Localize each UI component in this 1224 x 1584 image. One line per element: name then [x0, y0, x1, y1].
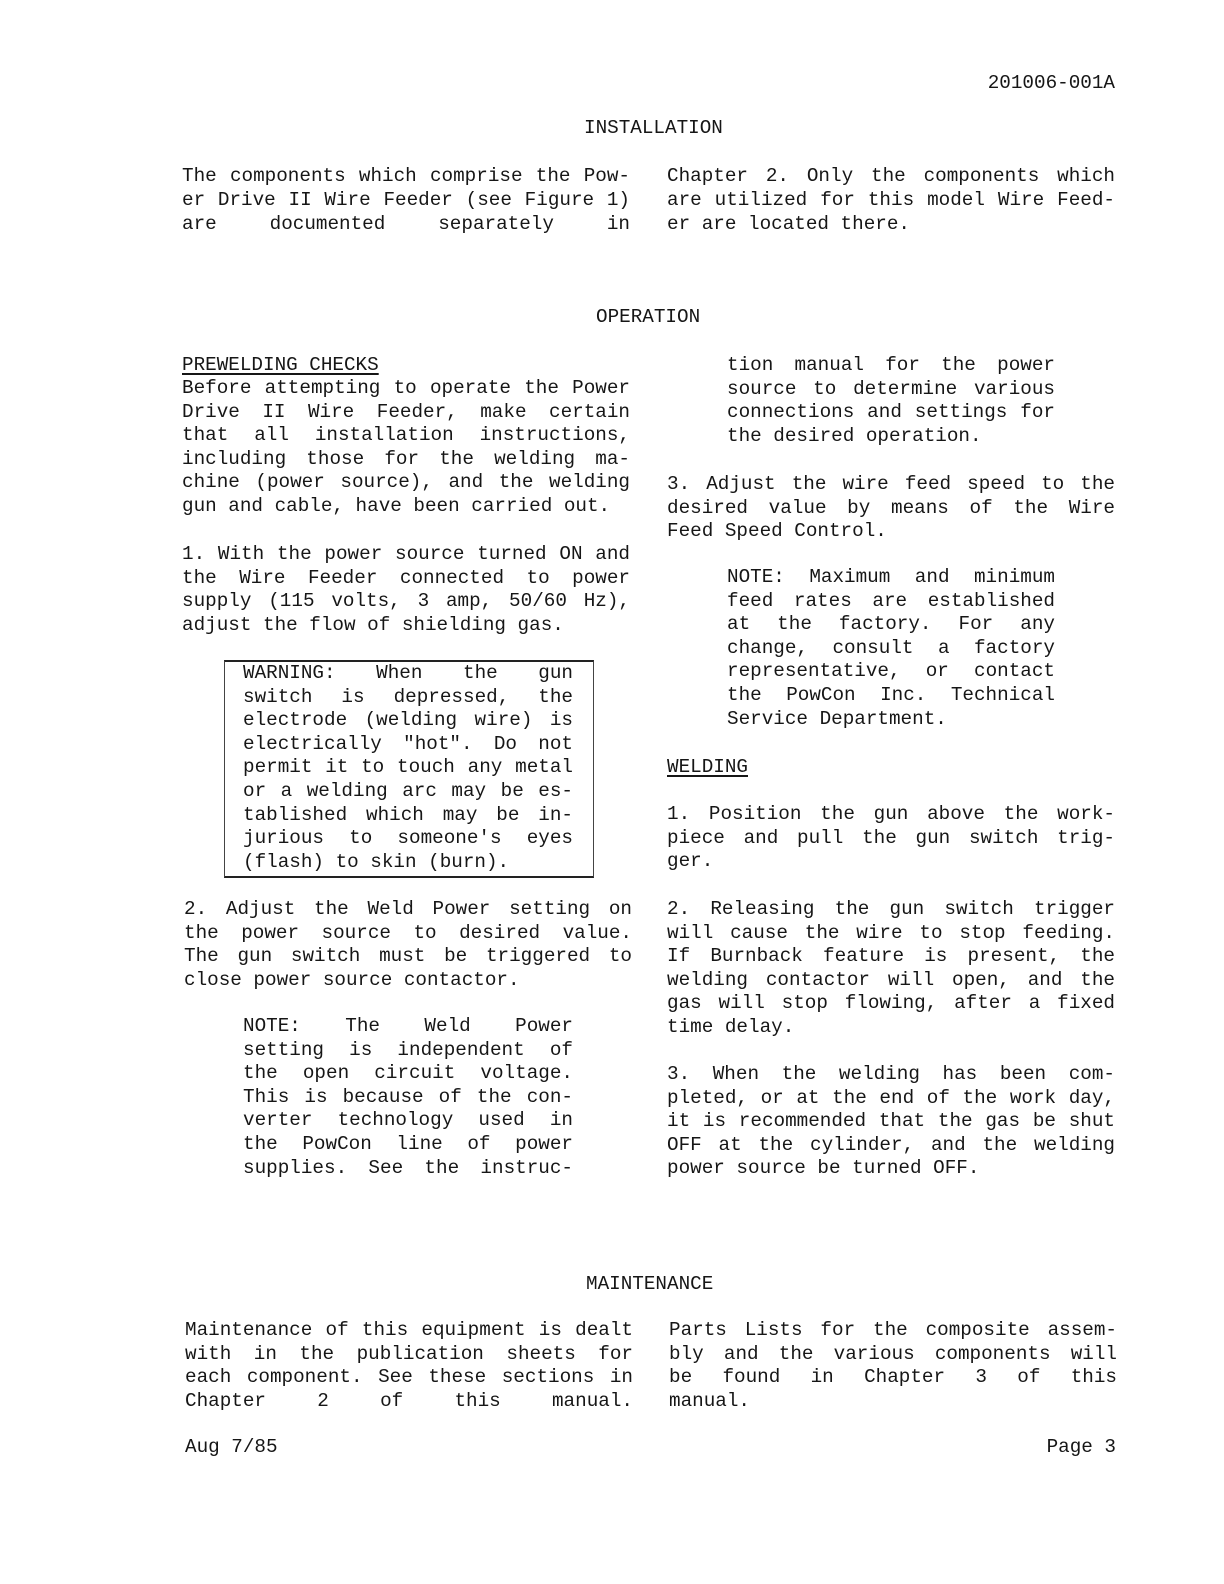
text-line: including those for the welding ma- [182, 447, 630, 470]
text-line: The gun switch must be triggered to [184, 945, 632, 968]
text-line: that all installation instructions, [182, 424, 630, 447]
text-line: representative, or contact [727, 660, 1055, 683]
text-line: the PowCon line of power [243, 1132, 573, 1155]
text-line: Service Department. [727, 707, 947, 730]
text-line: be found in Chapter 3 of this [669, 1366, 1117, 1389]
text-line: supplies. See the instruc- [243, 1156, 573, 1179]
section-heading-operation: OPERATION [596, 306, 701, 328]
text-line: er Drive II Wire Feeder (see Figure 1) [182, 189, 630, 211]
text-line: are documented separately in [182, 213, 630, 235]
text-line: desired value by means of the Wire [667, 496, 1115, 519]
text-line: gas will stop flowing, after a fixed [667, 992, 1115, 1015]
text-line: close power source contactor. [184, 968, 520, 991]
prewelding-step-1 [182, 543, 630, 637]
subheading-welding: WELDING [667, 756, 748, 778]
prewelding-step-2 [184, 898, 632, 992]
text-line: the desired operation. [727, 424, 982, 447]
text-line: jurious to someone's eyes [243, 827, 573, 850]
text-line: will cause the wire to stop feeding. [667, 921, 1115, 944]
text-line: OFF at the cylinder, and the welding [667, 1133, 1115, 1156]
welding-step-3 [667, 1063, 1115, 1181]
maintenance-text-right [669, 1319, 1117, 1413]
prewelding-step-3 [667, 473, 1115, 544]
text-line: setting is independent of [243, 1038, 573, 1061]
text-line: time delay. [667, 1015, 795, 1038]
text-line: NOTE: Maximum and minimum [727, 566, 1055, 588]
note-weld-power [243, 1015, 573, 1180]
text-line: The components which comprise the Pow- [182, 165, 630, 187]
text-line: WARNING: When the gun [243, 662, 573, 684]
text-line: Parts Lists for the composite assem- [669, 1319, 1117, 1341]
text-line: ger. [667, 850, 714, 873]
text-line: pleted, or at the end of the work day, [667, 1086, 1115, 1109]
text-line: at the factory. For any [727, 613, 1055, 636]
text-line: er are located there. [667, 213, 910, 235]
text-line: with in the publication sheets for [185, 1342, 633, 1365]
text-line: adjust the flow of shielding gas. [182, 613, 564, 636]
text-line: each component. See these sections in [185, 1366, 633, 1389]
text-line: Chapter 2 of this manual. [185, 1389, 633, 1412]
text-line: supply (115 volts, 3 amp, 50/60 Hz), [182, 590, 630, 613]
footer-page-number: Page 3 [1046, 1436, 1116, 1458]
text-line: feed rates are established [727, 589, 1055, 612]
text-line: Maintenance of this equipment is dealt [185, 1319, 633, 1341]
maintenance-text-left [185, 1319, 633, 1413]
warning-text [243, 662, 573, 874]
text-line: source to determine various [727, 377, 1055, 400]
note-weld-power-continued [727, 354, 1055, 448]
text-line: the Wire Feeder connected to power [182, 566, 630, 589]
text-line: 2. Adjust the Weld Power setting on [184, 898, 632, 920]
text-line: Drive II Wire Feeder, make certain [182, 400, 630, 423]
text-line: tion manual for the power [727, 354, 1055, 376]
text-line: (flash) to skin (burn). [243, 850, 510, 873]
text-line: chine (power source), and the welding [182, 471, 630, 494]
text-line: switch is depressed, the [243, 685, 573, 708]
text-line: 1. Position the gun above the work- [667, 803, 1115, 825]
welding-step-2 [667, 898, 1115, 1040]
section-heading-installation: INSTALLATION [584, 117, 723, 139]
note-feed-rates [727, 566, 1055, 731]
text-line: 2. Releasing the gun switch trigger [667, 898, 1115, 920]
text-line: power source be turned OFF. [667, 1157, 980, 1180]
text-line: the PowCon Inc. Technical [727, 683, 1055, 706]
text-line: are utilized for this model Wire Feed- [667, 189, 1115, 211]
text-line: welding contactor will open, and the [667, 968, 1115, 991]
text-line: 3. When the welding has been com- [667, 1063, 1115, 1085]
text-line: verter technology used in [243, 1109, 573, 1132]
text-line: This is because of the con- [243, 1085, 573, 1108]
installation-text-right [667, 164, 1115, 236]
text-line: piece and pull the gun switch trig- [667, 826, 1115, 849]
text-line: change, consult a factory [727, 636, 1055, 659]
text-line: Before attempting to operate the Power [182, 377, 630, 399]
text-line: If Burnback feature is present, the [667, 945, 1115, 968]
text-line: 1. With the power source turned ON and [182, 543, 630, 565]
text-line: connections and settings for [727, 401, 1055, 424]
footer-date: Aug 7/85 [185, 1436, 278, 1458]
text-line: or a welding arc may be es- [243, 779, 573, 802]
text-line: the power source to desired value. [184, 921, 632, 944]
text-line: electrode (welding wire) is [243, 709, 573, 732]
subheading-prewelding-checks: PREWELDING CHECKS [182, 354, 379, 376]
document-number: 201006-001A [987, 72, 1115, 94]
prewelding-intro [182, 377, 630, 519]
section-heading-maintenance: MAINTENANCE [586, 1273, 714, 1295]
text-line: Feed Speed Control. [667, 520, 887, 543]
text-line: 3. Adjust the wire feed speed to the [667, 473, 1115, 495]
text-line: gun and cable, have been carried out. [182, 494, 611, 517]
text-line: bly and the various components will [669, 1342, 1117, 1365]
text-line: permit it to touch any metal [243, 756, 573, 779]
welding-step-1 [667, 803, 1115, 874]
text-line: it is recommended that the gas be shut [667, 1110, 1115, 1133]
text-line: Chapter 2. Only the components which [667, 165, 1115, 187]
text-line: tablished which may be in- [243, 803, 573, 826]
installation-text-left [182, 164, 630, 236]
text-line: the open circuit voltage. [243, 1062, 573, 1085]
text-line: electrically "hot". Do not [243, 732, 573, 755]
text-line: NOTE: The Weld Power [243, 1015, 573, 1037]
text-line: manual. [669, 1389, 750, 1412]
